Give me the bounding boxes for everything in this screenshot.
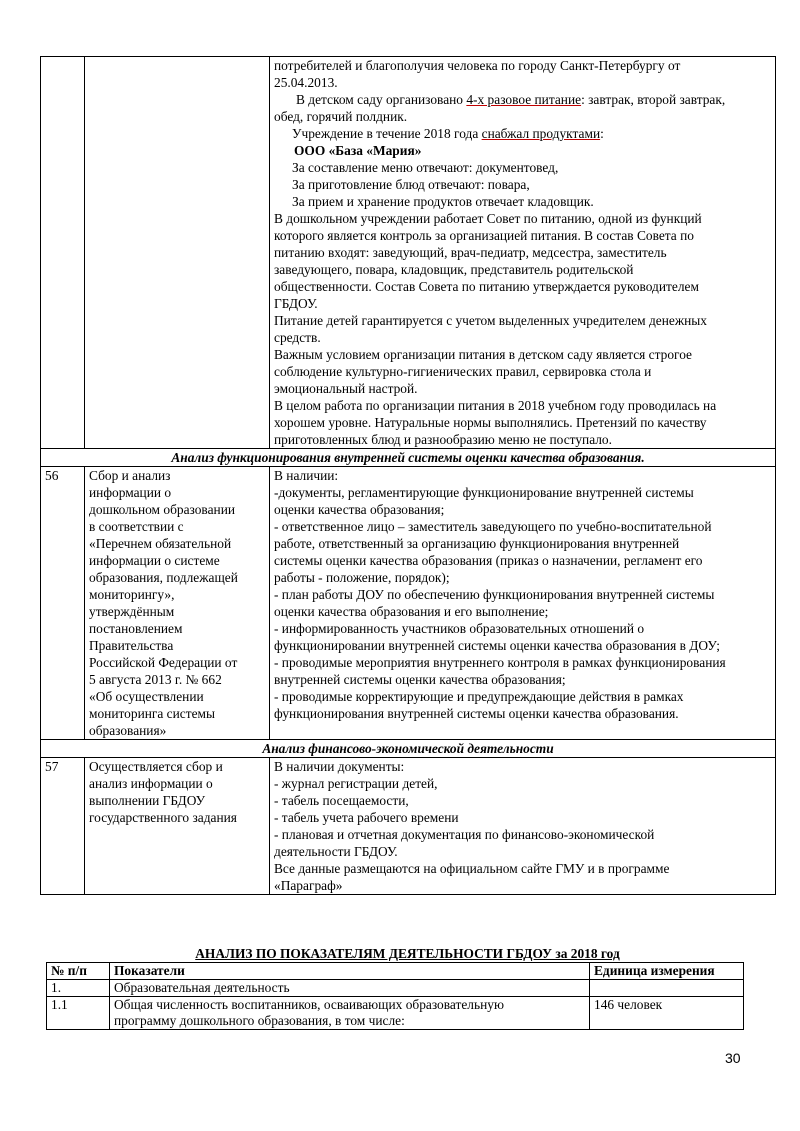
text-line: За приготовление блюд отвечают: повара, [292,177,530,192]
section-header-row [41,740,776,758]
text-line: - проводимые мероприятия внутреннего контроля в рамках функционирования [274,655,726,670]
text-line: В наличии: [274,468,339,483]
row-content [270,57,776,449]
text-line: заведующего, повара, кладовщик, представитель родительской [274,262,634,277]
text-line: эмоциональный настрой. [274,381,418,396]
text-line: В целом работа по организации питания в 2018 учебном году проводилась на [274,398,717,413]
text-line: государственного задания [89,810,237,825]
text-line: В наличии документы: [274,759,405,774]
table-row-57 [41,758,776,895]
header-number: № п/п [47,963,110,980]
table-row [47,980,744,997]
text-line: питанию входят: заведующий, врач-педиатр, медсестра, заместитель [274,245,667,260]
text-line: постановлением [89,621,183,636]
content-lines [274,57,771,448]
text-line: утверждённым [89,604,175,619]
text-line: Важным условием организации питания в детском саду является строгое [274,347,692,362]
text-line: выполнении ГБДОУ [89,793,206,808]
text-line: Все данные размещаются на официальном сайте ГМУ и в программе [274,861,670,876]
row-number [41,57,85,449]
row-name-lines [89,467,265,739]
text-line: средств. [274,330,321,345]
indicator-unit [590,980,744,997]
text-line: 25.04.2013. [274,75,338,90]
content-lines [274,758,771,894]
section-header-finance: Анализ финансово-экономической деятельности [41,740,776,758]
text-line: внутренней системы оценки качества образования; [274,672,566,687]
text-line: -документы, регламентирующие функционирование внутренней системы [274,485,694,500]
text-line: информации о [89,485,172,500]
indicator-number: 1. [47,980,110,997]
indicator-name [110,997,590,1030]
text-line: Российской Федерации от [89,655,238,670]
text-line: мониторинга системы [89,706,216,721]
text-line: Образовательная деятельность [114,980,290,995]
text-line: образования» [89,723,167,738]
text-line: Общая численность воспитанников, осваивающих образовательную [114,997,504,1012]
row-name [85,758,270,895]
indicators-body [47,980,744,1030]
row-number: 57 [41,758,85,895]
text-line: За прием и хранение продуктов отвечает кладовщик. [292,194,594,209]
text-line: Правительства [89,638,174,653]
text-line: - табель учета рабочего времени [274,810,459,825]
table-row [47,997,744,1030]
text-line: За составление меню отвечают: документовед, [292,160,559,175]
row-name [85,467,270,740]
text-line: оценки качества образования и его выполнение; [274,604,549,619]
page-number: 30 [725,1050,741,1066]
text-line: программу дошкольного образования, в том числе: [114,1013,405,1028]
text-line: - проводимые корректирующие и предупреждающие действия в рамках [274,689,684,704]
text-line: в соответствии с [89,519,184,534]
text-line: - плановая и отчетная документация по финансово-экономической [274,827,655,842]
row-name-lines [89,758,265,826]
text-line: - ответственное лицо – заместитель заведующего по учебно-воспитательной [274,519,712,534]
text-line: деятельности ГБДОУ. [274,844,398,859]
text-line: анализ информации о [89,776,213,791]
text-line: образования, подлежащей [89,570,238,585]
text-line: - информированность участников образовательных отношений о [274,621,645,636]
text-line: функционировании внутренней системы оценки качества образования в ДОУ; [274,638,721,653]
header-indicator: Показатели [110,963,590,980]
section-header-quality: Анализ функционирования внутренней системы оценки качества образования. [41,449,776,467]
text-line: приготовленных блюд и разнообразию меню не поступало. [274,432,612,447]
text-line: ГБДОУ. [274,296,318,311]
text-line: «Об осуществлении [89,689,204,704]
underlined-text: снабжал продуктами [481,126,601,141]
text-fragment: : завтрак, второй завтрак, [581,92,726,107]
row-content [270,467,776,740]
text-fragment: В детском саду организовано [296,92,467,107]
content-lines [274,467,771,722]
text-line: 5 августа 2013 г. № 662 [89,672,222,687]
row-number: 56 [41,467,85,740]
text-line: хорошем уровне. Натуральные нормы выполнялись. Претензий по качеству [274,415,707,430]
section-header-row [41,449,776,467]
text-line: функционирования внутренней системы оценки качества образования. [274,706,679,721]
text-line: дошкольном образовании [89,502,236,517]
text-line: которого является контроль за организацией питания. В состав Совета по [274,228,694,243]
indicators-title: АНАЛИЗ ПО ПОКАЗАТЕЛЯМ ДЕЯТЕЛЬНОСТИ ГБДОУ за 2018 год [195,946,620,961]
underlined-text: 4-х разовое питание [466,92,582,107]
text-line: ООО «База «Мария» [294,143,422,158]
header-unit: Единица измерения [590,963,744,980]
report-table [40,56,776,895]
indicator-number: 1.1 [47,997,110,1030]
text-line: системы оценки качества образования (приказ о назначении, регламент его [274,553,703,568]
row-name [85,57,270,449]
text-line: Сбор и анализ [89,468,171,483]
text-line: - план работы ДОУ по обеспечению функционирования внутренней системы [274,587,715,602]
text-line: мониторингу», [89,587,175,602]
text-line: - журнал регистрации детей, [274,776,438,791]
table-header-row [47,963,744,980]
text-line: - табель посещаемости, [274,793,409,808]
text-line: Осуществляется сбор и [89,759,223,774]
table-row-continued [41,57,776,449]
text-line: «Параграф» [274,878,343,893]
text-line: общественности. Состав Совета по питанию утверждается руководителем [274,279,699,294]
indicators-table [46,962,744,1030]
text-line: потребителей и благополучия человека по городу Санкт-Петербургу от [274,58,681,73]
text-line: Питание детей гарантируется с учетом выделенных учредителем денежных [274,313,707,328]
text-line [274,91,771,108]
text-line: соблюдение культурно-гигиенических правил, сервировка стола и [274,364,652,379]
text-line: «Перечнем обязательной [89,536,232,551]
text-line: работы - положение, порядок); [274,570,450,585]
row-content [270,758,776,895]
text-fragment: Учреждение в течение 2018 года [292,126,482,141]
indicator-name [110,980,590,997]
text-fragment: : [600,126,604,141]
text-line: В дошкольном учреждении работает Совет по питанию, одной из функций [274,211,702,226]
text-line: работе, ответственный за организацию функционирования внутренней [274,536,680,551]
text-line [274,125,771,142]
table-row-56 [41,467,776,740]
text-line: информации о системе [89,553,220,568]
indicator-unit: 146 человек [590,997,744,1030]
text-line: обед, горячий полдник. [274,109,408,124]
text-line: оценки качества образования; [274,502,445,517]
